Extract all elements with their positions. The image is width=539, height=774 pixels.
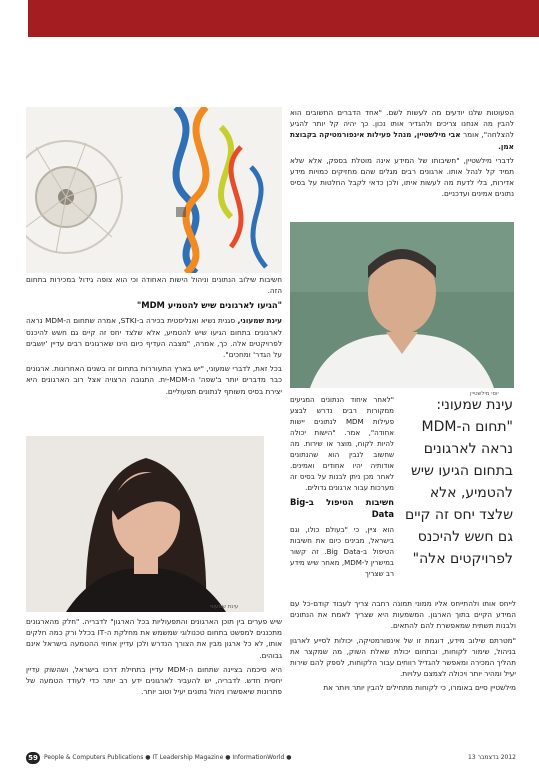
speaker-name: עינת שמעוני, <box>237 316 282 326</box>
middle-column-text <box>290 394 394 582</box>
header-bar <box>28 0 539 37</box>
lower-left-text <box>26 616 282 700</box>
paragraph: חשיבות שילוב הנתונים וניהול הישות האחודה וכי הוא צופה גידול במכירות בתחום הזה. <box>26 275 282 296</box>
photo-woman <box>26 436 264 612</box>
paragraph: לייחס אותו ולהתייחס אליו ממוני תמונה רחבה צריך לעבוד קודם-כל עם המידע הקיים בתוך הארגון. המשמעות היא שצריך לאמת את הנתונים ולבנות תשתית שמאפשרת להם להתאים. <box>290 599 516 631</box>
pull-quote: עינת שמעוני: "תחום ה-MDM נראה לארגונים בתחום הגיעו שיש להטמיע, אלא שלצד יחס זה קיים גם חשש להיכנס לפרויקטים אלה" <box>404 397 513 567</box>
section-heading: "הגיעו לארגונים שיש להטמיע MDM" <box>136 300 282 311</box>
paragraph: היא סיכמה בציינה שתחום ה-MDM עדיין בתחילת דרכו בישראל, ושהשוק עדיין יחסית חדש. לדבריה, יש להעביר לארגונים ידע רב יותר כדי לעודד הטמעה של פתרונות שיאפשרו ניהול נתונים יעיל וטוב יותר. <box>26 664 282 697</box>
publication-name: People & Computers Publications <box>44 754 144 761</box>
left-column-top-text <box>26 274 282 400</box>
page-number: 59 <box>26 752 40 764</box>
paragraph: הוא ציין, כי "בעולם כולו, וגם בישראל, מבינים כיום את חשיבות הטיפול ב-Big Data. זה קשור במישרין ל-MDM, מאחר שיש מידע רב שצריך <box>290 525 394 578</box>
paragraph: לדברי מילשטיין, "חשיבותו של המידע אינה מוטלת בספק, אלא שלא תמיד קל לנהל אותו. ארגונים רבים מגלים שהם מחזיקים כמויות מידע אדירות, בלי לדעת מה לעשות איתו, ולכן כדאי לקבל החלטות על בסיס נתונים אמינים ועדכניים. <box>290 155 514 199</box>
paragraph: בכל זאת, לדברי שמעוני, "יש בארץ התעוררות בתחום זה בשנים האחרונות. ארגונים כבר מדברים יותר ב'שפה' ה-MDM-ית. התגובה הרצויה אצל רוב הארגונים היא יצירת בסיס משותף לנתונים תפעוליים. <box>26 364 282 396</box>
photo-caption: עינת שמעוני <box>210 604 239 610</box>
magazine-name: InformationWorld <box>232 754 285 761</box>
paragraph: סגנית נשיא ואנליסטית בכירה ב-STKI, אמרה שתחום ה-MDM נראה לארגונים בתחום הגיעו שיש להטמיע, אלא שלצד יחס זה קיים גם חשש להיכנס לפרויקטים אלה. כך, אמרה, "מצבה העדיף כיום הינו שארגונים רבים עדיין 'יושבים על הגדר' ומחכים". <box>26 316 282 360</box>
paragraph: הפעוטות שלנו יודעים מה לעשות לשם. "אחד הדברים החשובים הוא להבין מה אנחנו צריכים ולהגדיר אותו נכון. כך יהיה קל יותר להגיע להצלחה", אומר <box>290 108 514 140</box>
right-column-top-text <box>290 107 514 203</box>
magazine-name: IT Leadership Magazine <box>152 754 224 761</box>
paragraph: שיש פערים בין תוכן הארגונים והתפעוליות בכל הארגון" לדבריה. "חלק מהארגונים מתכננים למפשט בתחום טכנולוגי שמשמש את מחלקת ה-IT בכלל ורק כמה חלקים אותו, לא כל ארגון מבין את הצורך הנדרש ולכן עדיין אחוזי ההטמעה בישראל אינם גבוהים. <box>26 617 282 660</box>
page-footer <box>26 752 516 764</box>
lower-right-text <box>290 598 516 697</box>
photo-man <box>290 222 514 388</box>
section-heading: חשיבות הטיפול ב-Big Data <box>290 497 394 519</box>
paragraph: "לאחר איחוד הנתונים המגיעים ממקורות רבים נדרש לבצע פעילות MDM לנתונים יישות אחודה", אמר. "הישות יכולה להיות לקוח, מוצר או שירות. מה שחשוב לנבין הוא שהנתונים אודותיה יהיו אחודים ואמינים. לאחר מכן ניתן לבנות על בסיס זה מערכות עבור ארגונים גדולים. <box>290 395 395 492</box>
dna-bicycle-illustration <box>26 107 282 273</box>
paragraph: "מטרתם שילוב מידע, דוגמת זו של אינפורמטיקה, יכולות לסייע לארגון בניהול, שימור לקוחות, ובתחום יכולת שאלת השוק, מה שמקצר את תהליך המכירה ומאפשר להגדיל רווחים עבור הלקוחות, לספק להם שירות יעיל ומהיר יותר ויכולה לצמצם עלויות. <box>290 635 516 679</box>
paragraph: מילשטיין סיים באומרו, כי לקוחות מתחילים להבין יותר ויותר את <box>323 683 516 693</box>
footer-publications: People & Computers Publications ● IT Leadership Magazine ● InformationWorld ● <box>44 754 292 761</box>
issue-date: 2012 בדצמבר 13 <box>468 754 516 761</box>
speaker-name: אבי מילשטיין, מנהל פעילות אינפורמטיקה בקבוצת אמן. <box>290 130 514 151</box>
photo-caption: יוסי מילשטיין <box>470 391 499 397</box>
